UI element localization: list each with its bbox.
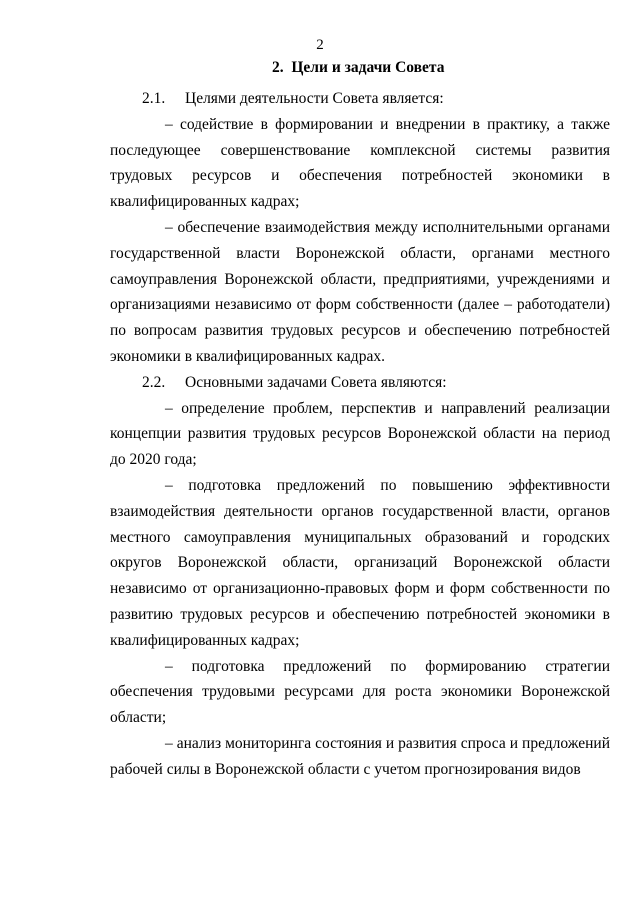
clause-2-1-item-1: – содействие в формировании и внедрении в практику, а также последующее совершенствование комплексной системы развития трудовых ресурсов и обеспечения потребностей экономики в квалифицированных кадрах; xyxy=(110,115,610,211)
clause-2-2-item-4: – анализ мониторинга состояния и развития спроса и предложений рабочей силы в Воронежской области с учетом прогнозирования видов xyxy=(110,734,610,778)
clause-2-1-heading xyxy=(110,86,610,112)
page-number: 2 xyxy=(316,37,324,53)
clause-2-1-heading-text: Целями деятельности Совета является: xyxy=(185,90,444,107)
clause-2-1-item-2: – обеспечение взаимодействия между исполнительными органами государственной власти Воронежской области, органами местного самоуправления Воронежской области, предприятиями, учреждениями и организациями независимо от форм собственности (далее – работодатели) по вопросам развития трудовых ресурсов и обеспечению потребностей экономики в квалифицированных кадрах. xyxy=(110,218,610,365)
section-title-text: Цели и задачи Совета xyxy=(291,59,445,76)
section-number: 2. xyxy=(272,59,284,76)
clause-2-2-item-1: – определение проблем, перспектив и направлений реализации концепции развития трудовых ресурсов Воронежской области на период до 2020 года; xyxy=(110,399,610,469)
clause-2-2-item-3: – подготовка предложений по формированию стратегии обеспечения трудовыми ресурсами для роста экономики Воронежской области; xyxy=(110,657,610,727)
clause-2-2-heading-text: Основными задачами Совета являются: xyxy=(185,373,447,391)
clause-2-2-number: 2.2. xyxy=(142,373,166,391)
clause-2-2-heading xyxy=(110,370,610,396)
document-body xyxy=(110,86,610,783)
clause-2-1-number: 2.1. xyxy=(142,90,166,107)
section-title xyxy=(272,59,444,77)
clause-2-2-item-2: – подготовка предложений по повышению эффективности взаимодействия деятельности органов государственной власти, органов местного самоуправления муниципальных образований и городских округов Воронежской области, организаций Воронежской области независимо от организационно-правовых форм и форм собственности по развитию трудовых ресурсов и обеспечению потребностей экономики в квалифицированных кадрах; xyxy=(110,476,610,649)
